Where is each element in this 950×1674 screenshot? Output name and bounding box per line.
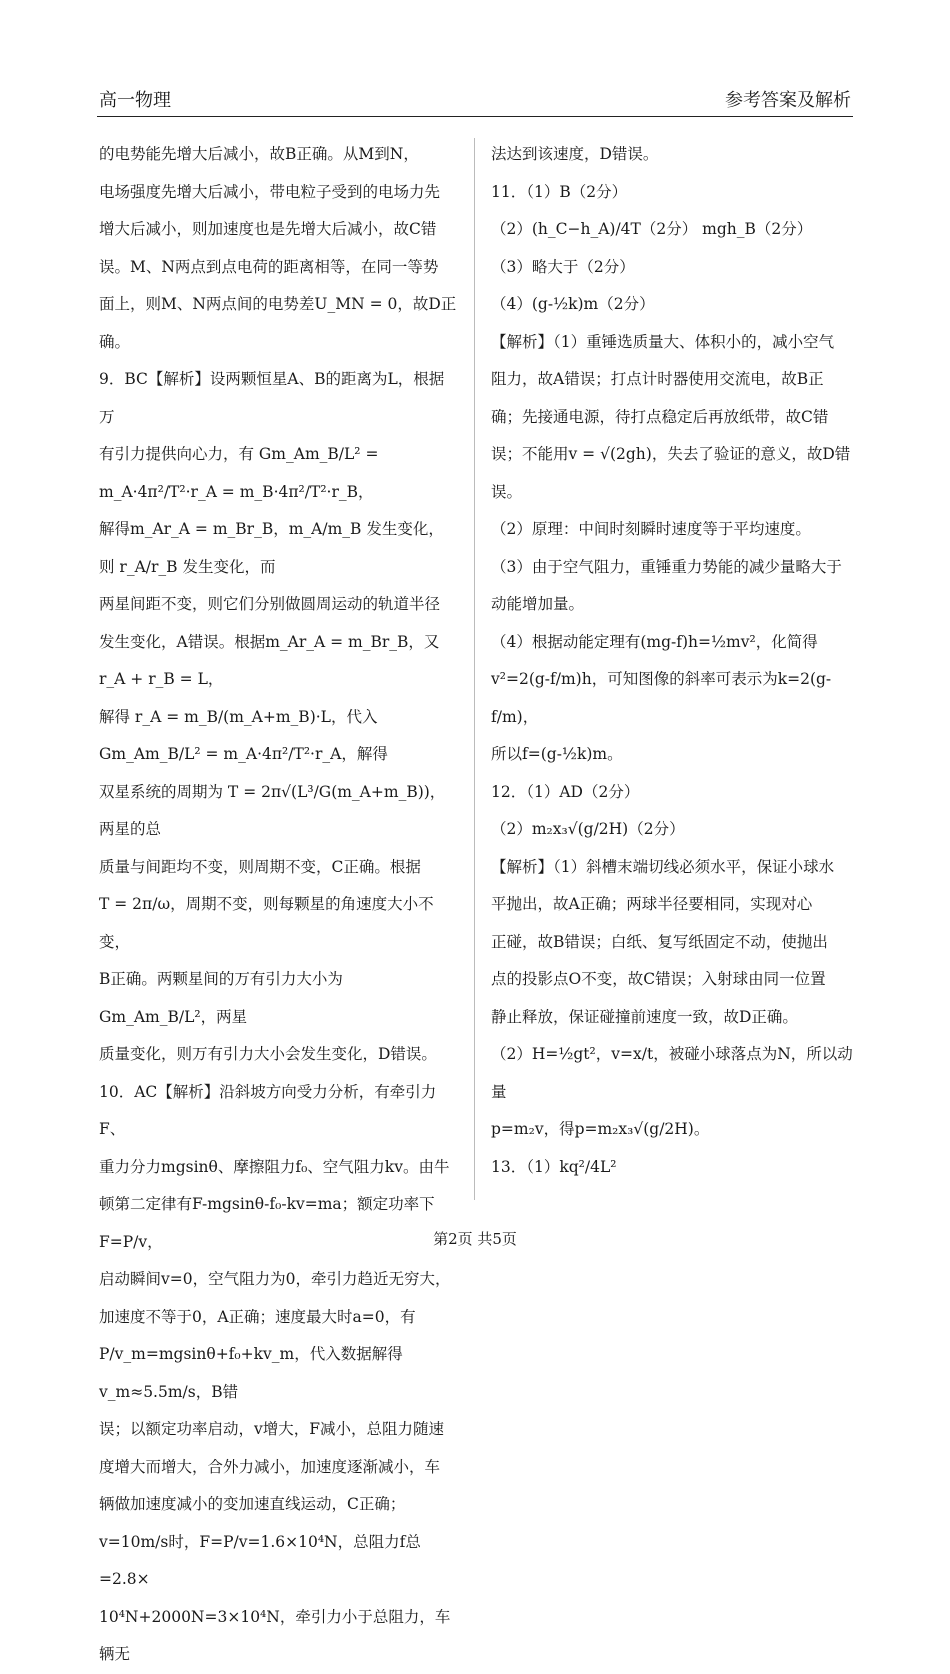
- column-divider: [474, 138, 475, 1200]
- text-line: 质量与间距均不变，则周期不变，C正确。根据: [99, 857, 421, 876]
- document-type: 参考答案及解析: [725, 90, 851, 111]
- text-line: 误。: [491, 482, 523, 501]
- text-line: 启动瞬间v=0，空气阻力为0，牵引力趋近无穷大，: [99, 1270, 451, 1288]
- text-line: 度增大而增大，合外力减小，加速度逐渐减小，车: [99, 1457, 441, 1476]
- text-line: 静止释放，保证碰撞前速度一致，故D正确。: [491, 1007, 798, 1026]
- answer-12: 12．（1）AD（2分）: [491, 782, 640, 801]
- text-line: 正碰，故B错误；白纸、复写纸固定不动，使抛出: [491, 932, 828, 951]
- text-line: （4）(g-½k)m（2分）: [491, 295, 655, 313]
- text-line: （4）根据动能定理有(mg-f)h=½mv²，化简得: [491, 632, 818, 651]
- text-line: 解得 r_A = m_B/(m_A+m_B)·L，代入 Gm_Am_B/L² = m_A·4π²/T²·r_A，解得: [99, 707, 388, 763]
- text-line: 【解析】（1）斜槽末端切线必须水平，保证小球水: [491, 857, 835, 876]
- text-line: （2）(h_C−h_A)/4T（2分） mgh_B（2分）: [491, 220, 813, 238]
- right-column: [491, 136, 853, 1186]
- text-line: 重力分力mgsinθ、摩擦阻力f₀、空气阻力kv。由牛: [99, 1157, 450, 1176]
- subject-title: 高一物理: [99, 90, 171, 111]
- text-line: 平抛出，故A正确；两球半径要相同，实现对心: [491, 895, 813, 913]
- page-header: [97, 88, 853, 117]
- text-line: T = 2π/ω，周期不变，则每颗星的角速度大小不变，: [99, 895, 434, 951]
- text-line: 质量变化，则万有引力大小会发生变化，D错误。: [99, 1045, 437, 1063]
- text-line: 面上，则M、N两点间的电势差U_MN = 0，故D正确。: [99, 295, 457, 351]
- text-line: B正确。两颗星间的万有引力大小为 Gm_Am_B/L²，两星: [99, 970, 343, 1026]
- text-line: 法达到该速度，D错误。: [491, 145, 659, 163]
- text-line: 10⁴N+2000N=3×10⁴N，牵引力小于总阻力，车辆无: [99, 1607, 451, 1663]
- text-line: 加速度不等于0，A正确；速度最大时a=0，有: [99, 1307, 416, 1326]
- text-line: 解得m_Ar_A = m_Br_B，m_A/m_B 发生变化，则 r_A/r_B 发生变化，而: [99, 520, 444, 576]
- text-line: （2）H=½gt²，v=x/t，被碰小球落点为N，所以动量: [491, 1045, 853, 1101]
- text-line: 双星系统的周期为 T = 2π√(L³/G(m_A+m_B))，两星的总: [99, 782, 446, 838]
- text-line: 动能增加量。: [491, 595, 585, 613]
- left-column: [99, 136, 459, 1674]
- text-line: 所以f=(g-½k)m。: [491, 745, 623, 763]
- text-line: p=m₂v，得p=m₂x₃√(g/2H)。: [491, 1120, 710, 1138]
- text-line: P/v_m=mgsinθ+f₀+kv_m，代入数据解得v_m≈5.5m/s，B错: [99, 1345, 403, 1401]
- text-line: 有引力提供向心力，有 Gm_Am_B/L² = m_A·4π²/T²·r_A = m_B·4π²/T²·r_B，: [99, 445, 379, 501]
- text-line: 误；以额定功率启动，v增大，F减小，总阻力随速: [99, 1420, 445, 1438]
- text-line: 顿第二定律有F-mgsinθ-f₀-kv=ma；额定功率下F=P/v，: [99, 1195, 435, 1251]
- text-line: 确；先接通电源，待打点稳定后再放纸带，故C错: [491, 407, 829, 426]
- text-line: 误。M、N两点到点电荷的距离相等，在同一等势: [99, 257, 439, 276]
- text-line: （2）m₂x₃√(g/2H)（2分）: [491, 820, 685, 838]
- text-line: 辆做加速度减小的变加速直线运动，C正确；: [99, 1495, 406, 1513]
- text-line: 阻力，故A错误；打点计时器使用交流电，故B正: [491, 370, 824, 388]
- answer-11: 11．（1）B（2分）: [491, 182, 628, 201]
- text-line: （2）原理：中间时刻瞬时速度等于平均速度。: [491, 520, 811, 538]
- text-line: 误；不能用v = √(2gh)，失去了验证的意义，故D错: [491, 445, 851, 463]
- text-line: v²=2(g-f/m)h，可知图像的斜率可表示为k=2(g-f/m)，: [491, 670, 832, 726]
- text-line: 电场强度先增大后减小，带电粒子受到的电场力先: [99, 182, 441, 201]
- page-number: 第2页 共5页: [433, 1230, 517, 1248]
- text-line: 点的投影点O不变，故C错误；入射球由同一位置: [491, 970, 826, 988]
- answer-9: 9．BC【解析】设两颗恒星A、B的距离为L，根据万: [99, 370, 445, 426]
- text-line: 两星间距不变，则它们分别做圆周运动的轨道半径: [99, 595, 441, 613]
- text-line: v=10m/s时，F=P/v=1.6×10⁴N，总阻力f总=2.8×: [99, 1532, 421, 1588]
- answer-13: 13．（1）kq²/4L²: [491, 1157, 617, 1176]
- text-line: 发生变化，A错误。根据m_Ar_A = m_Br_B，又r_A + r_B = L，: [99, 632, 440, 688]
- text-line: （3）由于空气阻力，重锤重力势能的减少量略大于: [491, 557, 842, 576]
- text-line: （3）略大于（2分）: [491, 257, 635, 276]
- answer-10: 10．AC【解析】沿斜坡方向受力分析，有牵引力F、: [99, 1082, 437, 1138]
- text-line: 增大后减小，则加速度也是先增大后减小，故C错: [99, 220, 437, 238]
- text-line: 的电势能先增大后减小，故B正确。从M到N，: [99, 145, 419, 163]
- text-line: 【解析】（1）重锤选质量大、体积小的，减小空气: [491, 332, 835, 351]
